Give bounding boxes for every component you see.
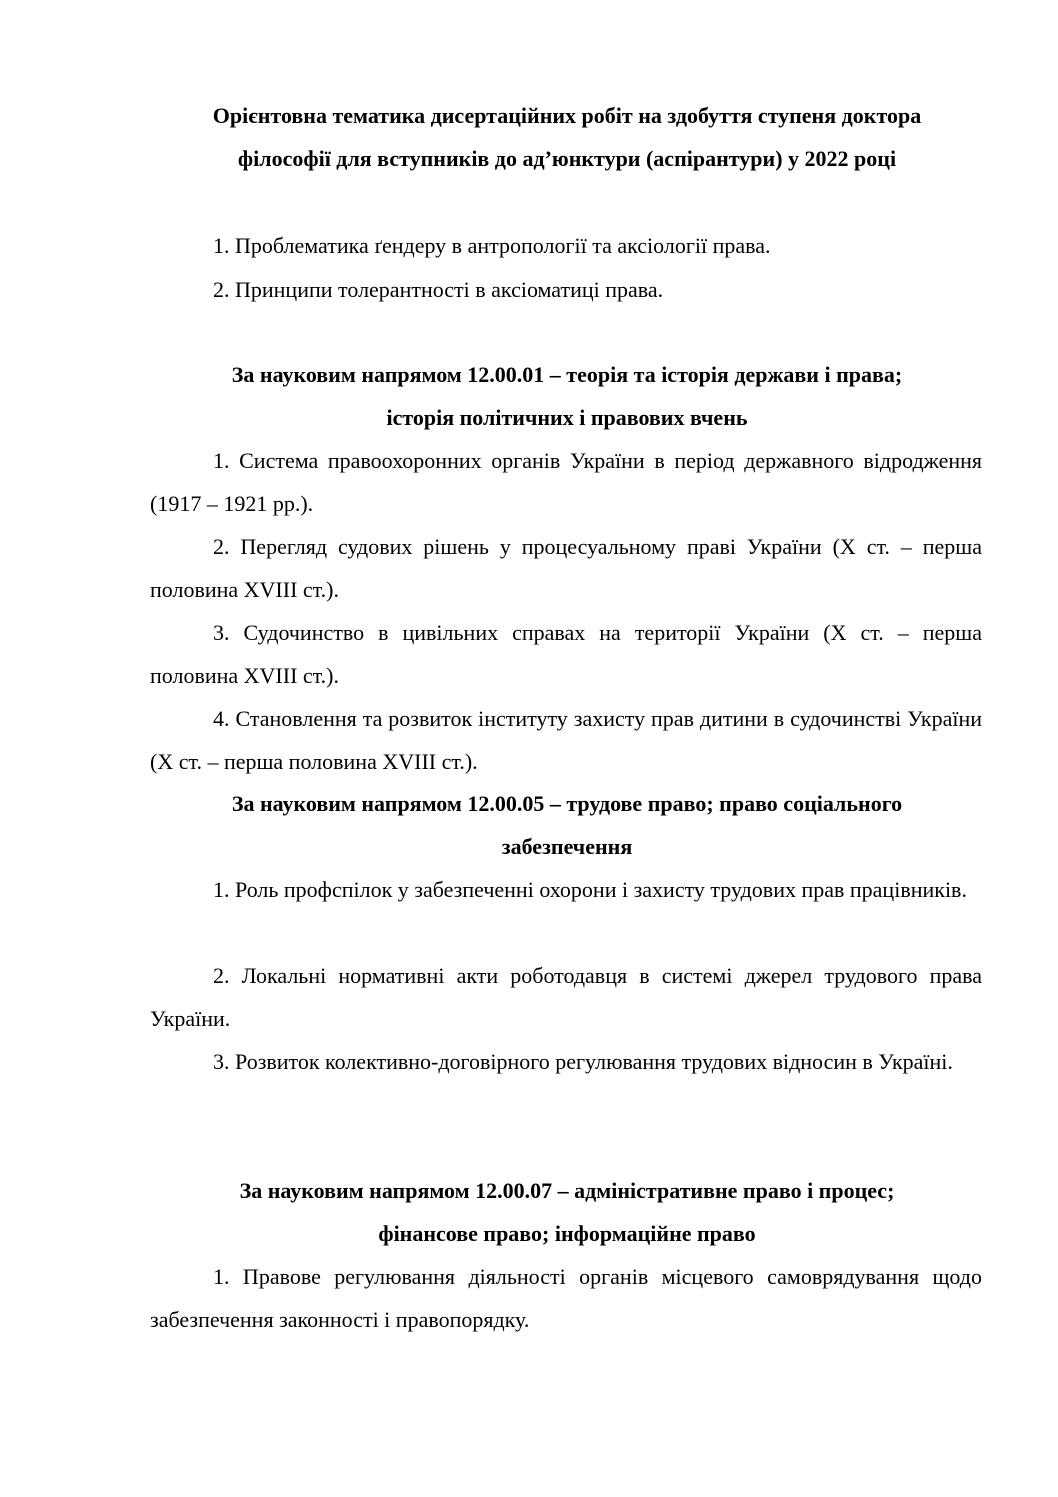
section-1-item-1: 1. Система правоохоронних органів України в період державного відродження (1917 – 1921 рр.).	[150, 448, 982, 516]
section-heading-12-00-01-line-1: За науковим напрямом 12.00.01 – теорія та історія держави і права;	[231, 362, 903, 387]
intro-item-1: 1. Проблематика ґендеру в антропології та аксіології права.	[213, 233, 771, 258]
section-heading-12-00-01-line-2: історія політичних і правових вчень	[386, 405, 748, 430]
section-heading-12-00-05-line-1: За науковим напрямом 12.00.05 – трудове право; право соціального	[231, 791, 903, 816]
section-1-item-3: 3. Судочинство в цивільних справах на території України (Х ст. – перша половина XVIII ст.).	[150, 620, 982, 688]
section-2-item-2: 2. Локальні нормативні акти роботодавця в системі джерел трудового права України.	[150, 963, 982, 1031]
section-1-item-4: 4. Становлення та розвиток інституту захисту прав дитини в судочинстві України (Х ст. – перша половина XVIII ст.).	[150, 706, 982, 774]
section-1-item-2: 2. Перегляд судових рішень у процесуальному праві України (Х ст. – перша половина XVIII ст.).	[150, 534, 982, 602]
document-title-line-1: Орієнтовна тематика дисертаційних робіт на здобуття ступеня доктора	[212, 103, 922, 128]
section-heading-12-00-05-line-2: забезпечення	[501, 834, 633, 859]
intro-item-2: 2. Принципи толерантності в аксіоматиці права.	[213, 277, 664, 302]
section-heading-12-00-07-line-2: фінансове право; інформаційне право	[378, 1221, 756, 1246]
section-2-item-1: 1. Роль профспілок у забезпеченні охорони і захисту трудових прав працівників.	[213, 877, 967, 902]
section-heading-12-00-07-line-1: За науковим напрямом 12.00.07 – адміністративне право і процес;	[239, 1178, 895, 1203]
section-3-item-1: 1. Правове регулювання діяльності органів місцевого самоврядування щодо забезпечення законності і правопорядку.	[150, 1264, 982, 1332]
document-title-line-2: філософії для вступників до ад’юнктури (аспірантури) у 2022 році	[237, 146, 897, 171]
section-2-item-3: 3. Розвиток колективно-договірного регулювання трудових відносин в Україні.	[213, 1049, 953, 1074]
